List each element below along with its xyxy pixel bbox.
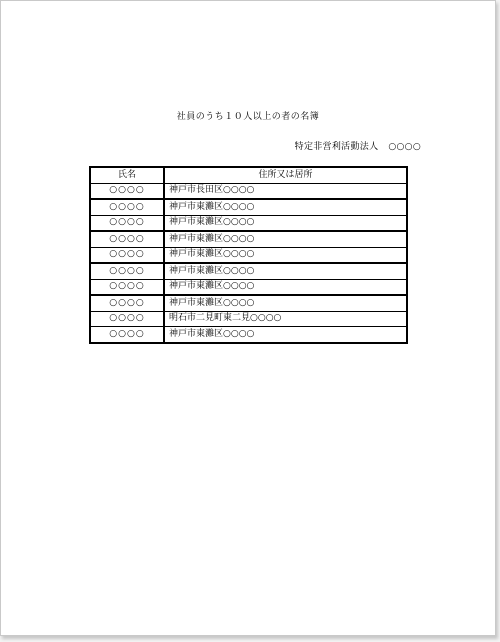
roster-body [90,183,407,343]
table-row [90,199,407,215]
organization-line [295,139,421,152]
table-row [90,183,407,199]
member-name-cell: ○○○○ [90,183,164,199]
member-name-cell: ○○○○ [90,247,164,263]
member-name-cell: ○○○○ [90,327,164,343]
table-row [90,215,407,231]
table-row [90,327,407,343]
member-name-cell: ○○○○ [90,263,164,279]
member-address-cell: 神戸市東灘区○○○○ [164,215,407,231]
member-name-cell: ○○○○ [90,231,164,247]
member-address-cell: 神戸市東灘区○○○○ [164,295,407,311]
table-header-row [90,167,407,183]
member-address-cell: 神戸市東灘区○○○○ [164,247,407,263]
member-address-cell: 神戸市東灘区○○○○ [164,263,407,279]
header-address: 住所又は居所 [164,167,407,183]
member-name-cell: ○○○○ [90,215,164,231]
table-row [90,263,407,279]
organization-label: 特定非営利活動法人 [294,142,379,152]
table-row [90,295,407,311]
member-address-cell: 明石市二見町東二見○○○○ [164,311,407,327]
member-name-cell: ○○○○ [90,279,164,295]
table-row [90,279,407,295]
member-name-cell: ○○○○ [90,295,164,311]
table-row [90,231,407,247]
member-address-cell: 神戸市長田区○○○○ [164,183,407,199]
organization-name: ○○○○ [388,142,421,152]
member-address-cell: 神戸市東灘区○○○○ [164,327,407,343]
member-address-cell: 神戸市東灘区○○○○ [164,279,407,295]
document-title: 社員のうち１０人以上の者の名簿 [176,112,320,122]
table-row [90,247,407,263]
member-name-cell: ○○○○ [90,311,164,327]
member-name-cell: ○○○○ [90,199,164,215]
header-name: 氏名 [90,167,164,183]
member-address-cell: 神戸市東灘区○○○○ [164,199,407,215]
table-row [90,311,407,327]
member-roster-table [89,166,408,344]
member-address-cell: 神戸市東灘区○○○○ [164,231,407,247]
